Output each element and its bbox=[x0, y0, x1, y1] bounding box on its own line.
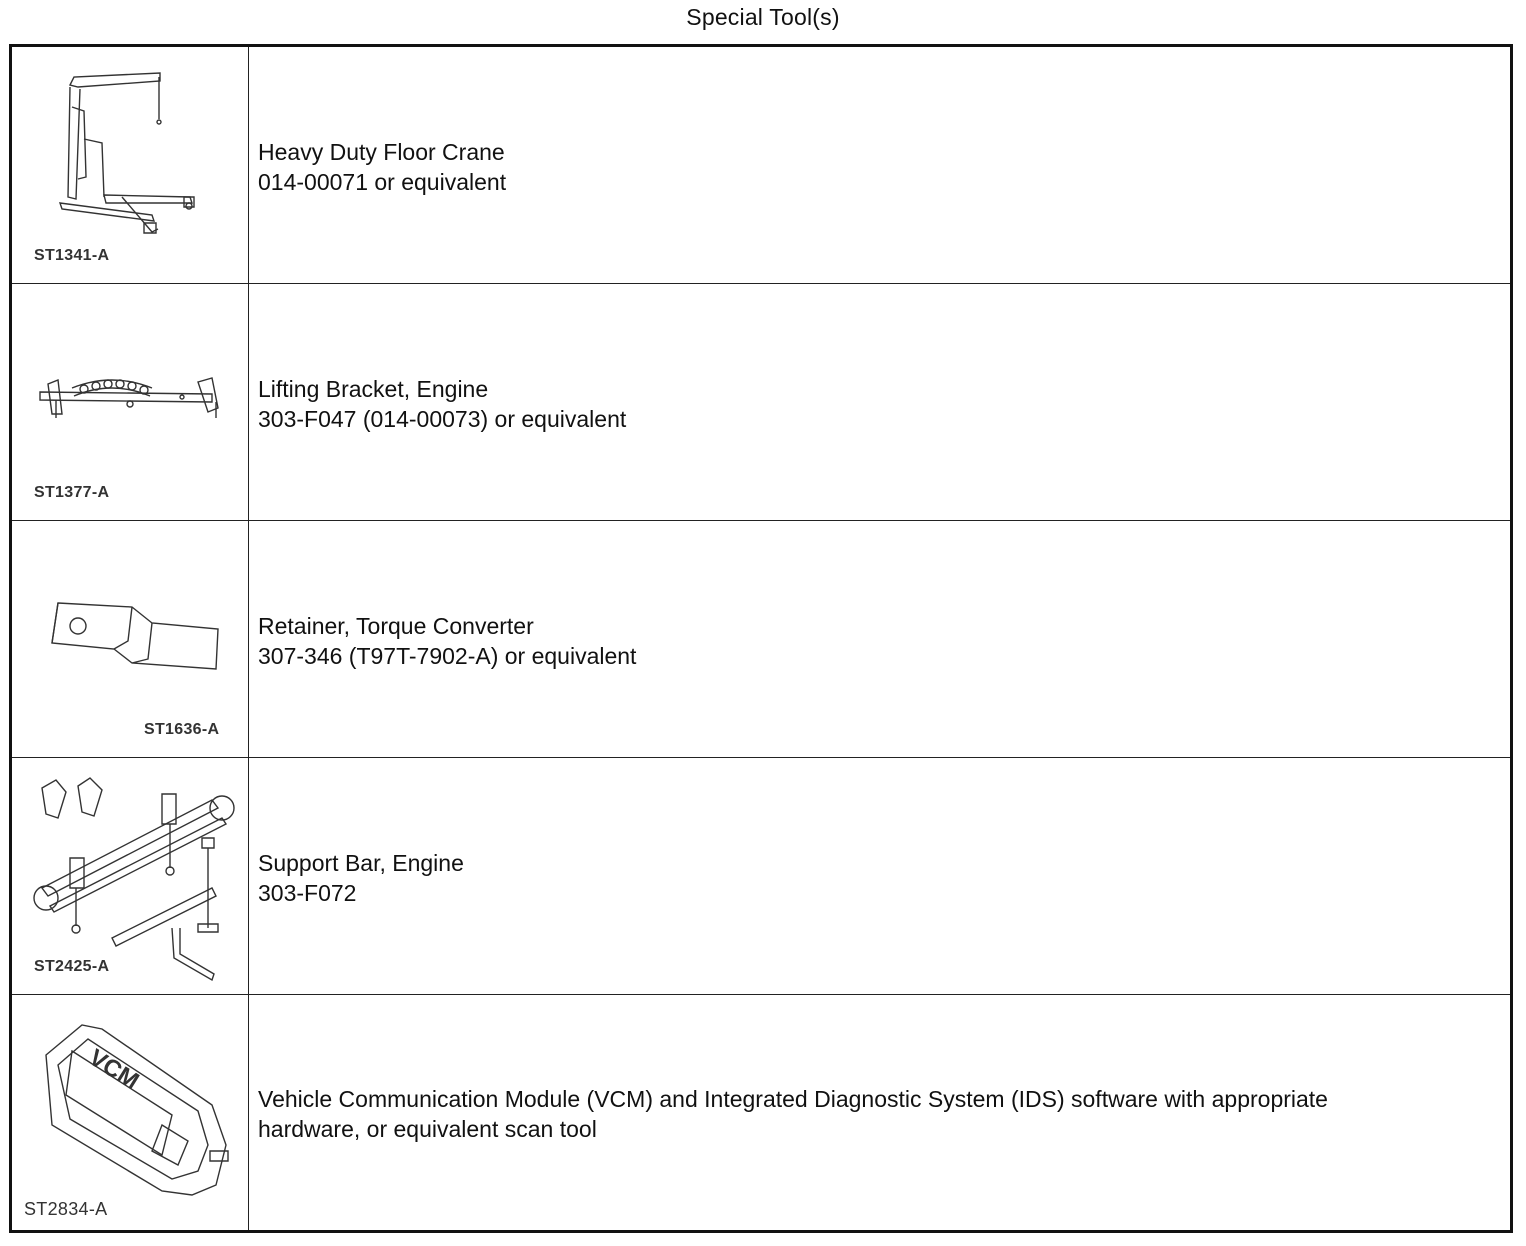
table-row bbox=[12, 47, 1510, 284]
tool-part-number: 303-F047 (014-00073) or equivalent bbox=[258, 406, 627, 432]
special-tools-table bbox=[9, 44, 1513, 1233]
tool-description bbox=[258, 848, 464, 908]
tool-image-cell bbox=[12, 47, 249, 283]
tool-image-cell bbox=[12, 521, 249, 757]
tool-image-cell bbox=[12, 995, 249, 1230]
tool-code: ST1636-A bbox=[144, 721, 220, 738]
page-title: Special Tool(s) bbox=[686, 4, 840, 30]
tool-code: ST1341-A bbox=[34, 247, 110, 264]
tool-code: ST2834-A bbox=[24, 1199, 108, 1219]
tool-part-number: 303-F072 bbox=[258, 880, 357, 906]
tool-code: ST1377-A bbox=[34, 484, 110, 501]
tool-name: Lifting Bracket, Engine bbox=[258, 376, 489, 402]
table-row bbox=[12, 284, 1510, 521]
tool-part-number: hardware, or equivalent scan tool bbox=[258, 1116, 597, 1142]
tool-description bbox=[258, 137, 506, 197]
tool-name: Heavy Duty Floor Crane bbox=[258, 139, 505, 165]
tool-image-cell bbox=[12, 284, 249, 520]
vcm-module-icon bbox=[12, 995, 249, 1230]
table-row bbox=[12, 995, 1510, 1230]
tool-name: Vehicle Communication Module (VCM) and Integrated Diagnostic System (IDS) software with appropriate bbox=[258, 1086, 1328, 1112]
vcm-logo-text: VCM bbox=[84, 1044, 144, 1096]
tool-part-number: 307-346 (T97T-7902-A) or equivalent bbox=[258, 643, 637, 669]
tool-part-number: 014-00071 or equivalent bbox=[258, 169, 507, 195]
tool-name: Support Bar, Engine bbox=[258, 850, 464, 876]
tool-description bbox=[258, 611, 636, 671]
tool-description bbox=[258, 1084, 1328, 1144]
tool-code: ST2425-A bbox=[34, 958, 110, 975]
tool-description bbox=[258, 374, 626, 434]
tool-image-cell bbox=[12, 758, 249, 994]
table-row bbox=[12, 758, 1510, 995]
tool-name: Retainer, Torque Converter bbox=[258, 613, 534, 639]
table-row bbox=[12, 521, 1510, 758]
